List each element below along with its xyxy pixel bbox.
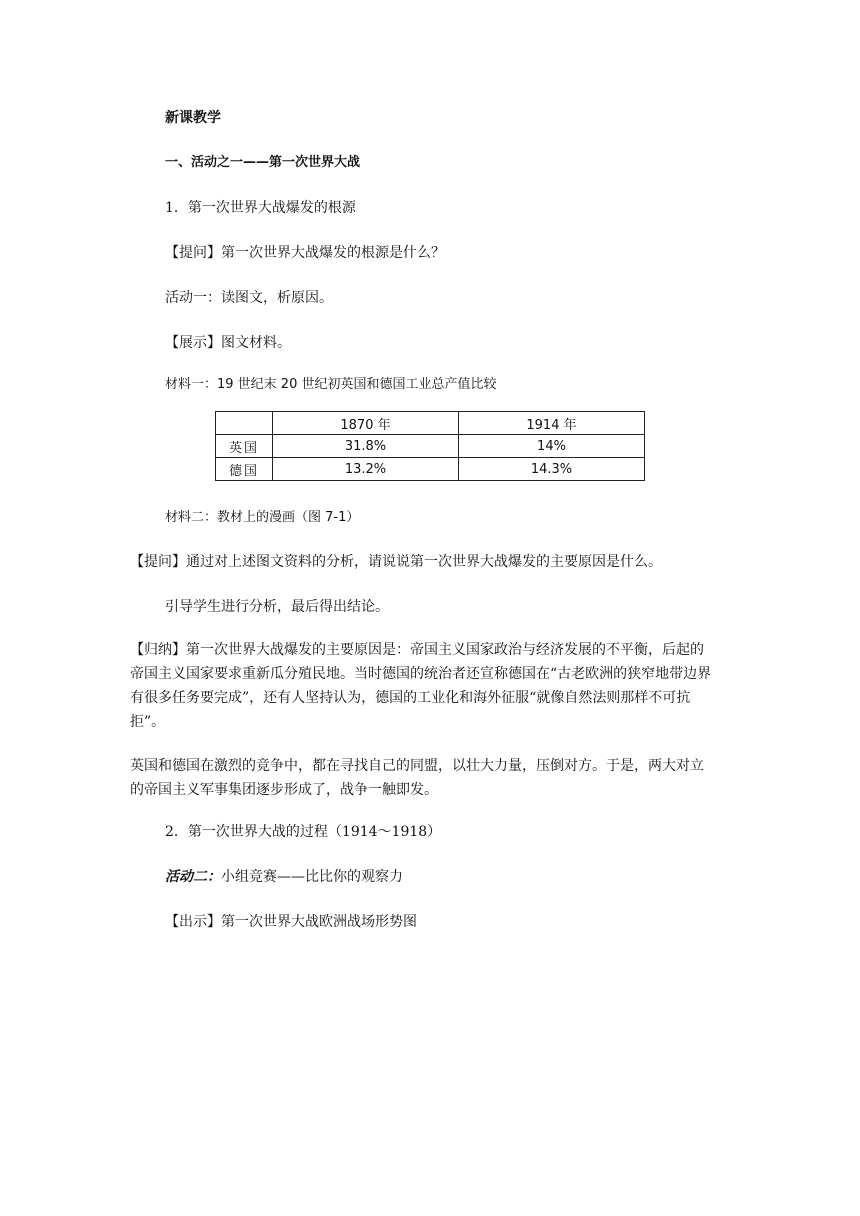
summary-paragraph: 【归纳】第一次世界大战爆发的主要原因是：帝国主义国家政治与经济发展的不平衡，后起的帝国主义国家要求重新瓜分殖民地。当时德国的统治者还宣称德国在“古老欧洲的狭窄地带边界有很多任务要完成”，还有人坚持认为，德国的工业化和海外征服“就像自然法则那样不可抗拒”。	[130, 642, 712, 730]
row-label: 英国	[216, 435, 273, 458]
table-row	[216, 458, 645, 481]
table-corner-cell	[216, 412, 273, 435]
table-cell: 14%	[459, 435, 645, 458]
material-2-title: 材料二：教材上的漫画（图 7-1）	[165, 510, 360, 525]
question-2: 【提问】通过对上述图文资料的分析，请说说第一次世界大战爆发的主要原因是什么。	[130, 554, 662, 570]
question-1: 【提问】第一次世界大战爆发的根源是什么？	[165, 245, 445, 261]
table-header-1914: 1914 年	[459, 412, 645, 435]
item1-title: 1．第一次世界大战爆发的根源	[165, 200, 356, 216]
show-2: 【出示】第一次世界大战欧洲战场形势图	[165, 914, 417, 930]
body-paragraph: 英国和德国在激烈的竞争中，都在寻找自己的同盟，以壮大力量，压倒对方。于是，两大对立的帝国主义军事集团逐步形成了，战争一触即发。	[130, 758, 704, 798]
material-1-title: 材料一：19 世纪末 20 世纪初英国和德国工业总产值比较	[165, 377, 497, 392]
activity-heading: 一、活动之一——第一次世界大战	[165, 155, 361, 170]
guide-text: 引导学生进行分析，最后得出结论。	[165, 599, 389, 615]
activity-2-text: 小组竞赛——比比你的观察力	[221, 869, 403, 885]
production-table	[215, 411, 645, 481]
activity-2	[165, 867, 403, 887]
item2-title: 2．第一次世界大战的过程（1914～1918）	[165, 824, 442, 840]
table-cell: 31.8%	[273, 435, 459, 458]
show-1: 【展示】图文材料。	[165, 335, 291, 351]
section-title: 新课教学	[165, 110, 221, 126]
activity-1: 活动一：读图文，析原因。	[165, 290, 333, 306]
table-header-row	[216, 412, 645, 435]
table-cell: 13.2%	[273, 458, 459, 481]
activity-2-label: 活动二：	[165, 869, 221, 885]
table-row	[216, 435, 645, 458]
table-header-1870: 1870 年	[273, 412, 459, 435]
row-label: 德国	[216, 458, 273, 481]
table-cell: 14.3%	[459, 458, 645, 481]
